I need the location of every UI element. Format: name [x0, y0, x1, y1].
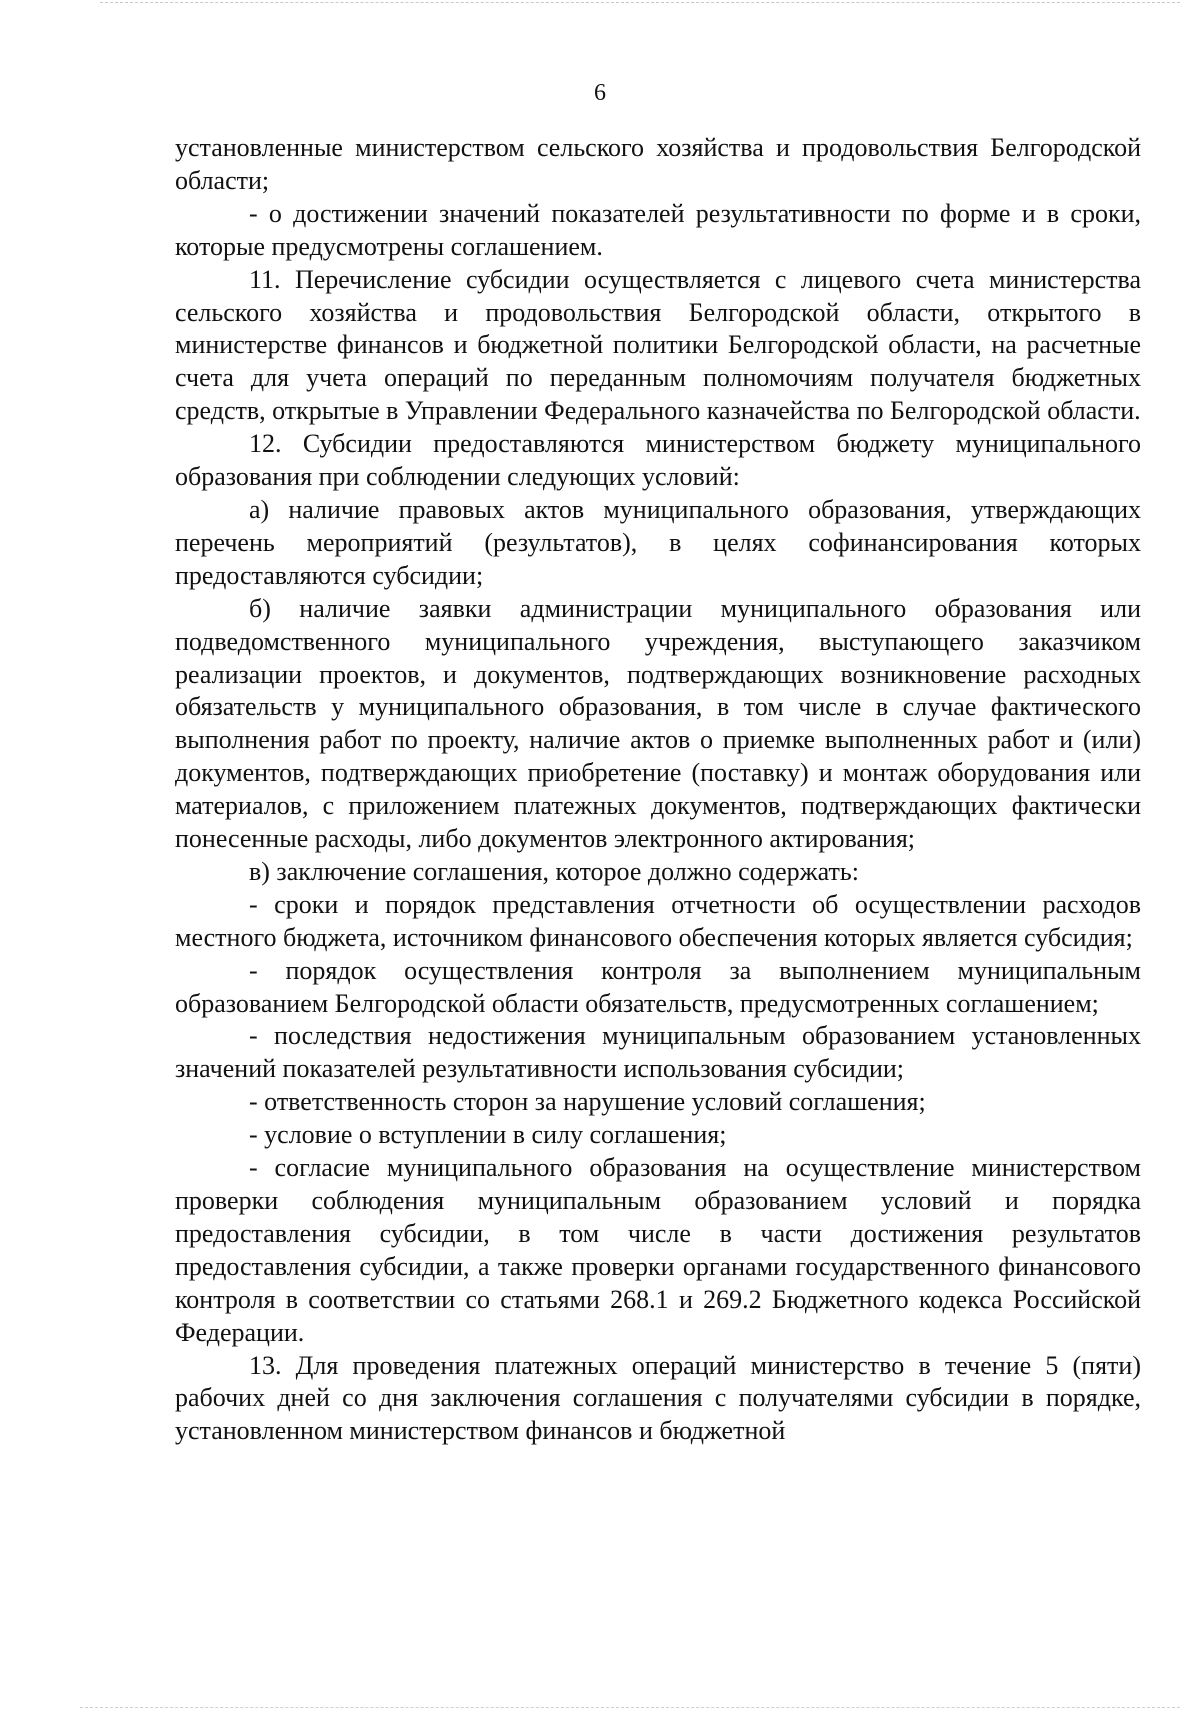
list-item: - ответственность сторон за нарушение условий соглашения;	[249, 1087, 926, 1117]
paragraph-sub-b: б) наличие заявки администрации муниципального образования или подведомственного муниципального учреждения, выступающего заказчиком реализации проектов, и документов, подтверждающих возникновение расходных обязательств у муниципального образования, в том числе в случае фактического выполнения работ по проекту, наличие актов о приемке выполненных работ и (или) документов, подтверждающих приобретение (поставку) и монтаж оборудования или материалов, с приложением платежных документов, подтверждающих фактически понесенные расходы, либо документов электронного актирования;	[175, 593, 1141, 854]
scan-edge-bottom	[80, 1707, 1180, 1708]
list-item: - сроки и порядок представления отчетности об осуществлении расходов местного бюджета, источником финансового обеспечения которых является субсидия;	[175, 889, 1141, 952]
list-item: - согласие муниципального образования на осуществление министерством проверки соблюдения муниципальным образованием условий и порядка предоставления субсидии, в том числе в части достижения результатов предоставления субсидии, а также проверки органами государственного финансового контроля в соответствии со статьями 268.1 и 269.2 Бюджетного кодекса Российской Федерации.	[175, 1153, 1141, 1347]
page-number: 6	[594, 80, 606, 106]
paragraph-sub-v: в) заключение соглашения, которое должно содержать:	[249, 856, 859, 886]
paragraph-item-13: 13. Для проведения платежных операций министерство в течение 5 (пяти) рабочих дней со дня заключения соглашения с получателями субсидии в порядке, установленном министерством финансов и бюджетной	[175, 1350, 1141, 1446]
paragraph: - о достижении значений показателей результативности по форме и в сроки, которые предусмотрены соглашением.	[175, 198, 1141, 261]
paragraph-item-12: 12. Субсидии предоставляются министерством бюджету муниципального образования при соблюдении следующих условий:	[175, 429, 1141, 492]
paragraph-item-11: 11. Перечисление субсидии осуществляется с лицевого счета министерства сельского хозяйства и продовольствия Белгородской области, открытого в министерстве финансов и бюджетной политики Белгородской области, на расчетные счета для учета операций по переданным полномочиям получателя бюджетных средств, открытые в Управлении Федерального казначейства по Белгородской области.	[175, 264, 1141, 426]
list-item: - порядок осуществления контроля за выполнением муниципальным образованием Белгородской области обязательств, предусмотренных соглашением;	[175, 955, 1141, 1018]
paragraph-sub-a: а) наличие правовых актов муниципального образования, утверждающих перечень мероприятий (результатов), в целях софинансирования которых предоставляются субсидии;	[175, 494, 1141, 590]
document-body	[175, 132, 1141, 1448]
scan-edge-top	[100, 2, 1180, 3]
list-item: - условие о вступлении в силу соглашения;	[249, 1120, 727, 1150]
paragraph: установленные министерством сельского хозяйства и продовольствия Белгородской области;	[175, 133, 1141, 195]
list-item: - последствия недостижения муниципальным образованием установленных значений показателей результативности использования субсидии;	[175, 1021, 1141, 1084]
